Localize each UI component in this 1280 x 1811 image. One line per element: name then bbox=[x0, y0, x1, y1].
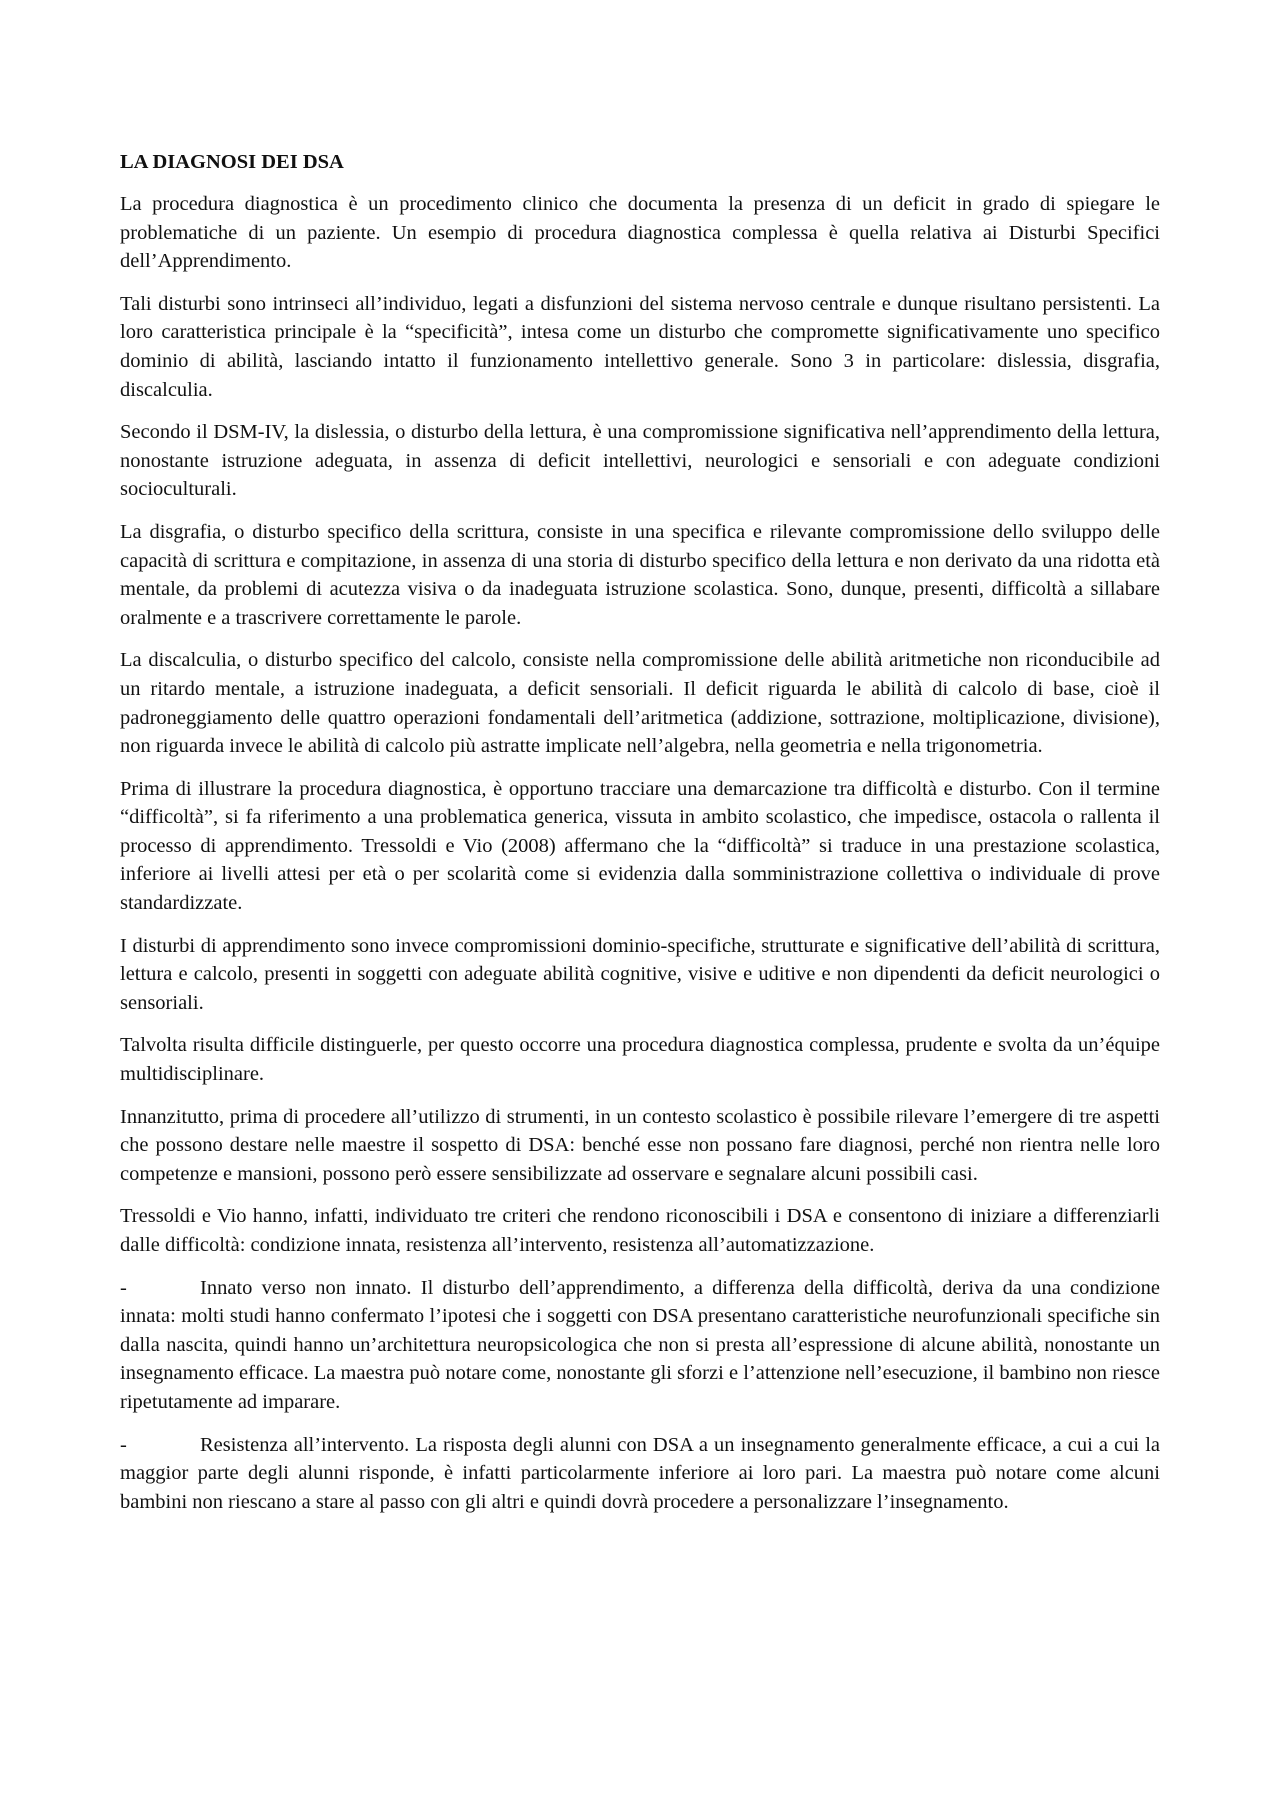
bullet-marker: - bbox=[120, 1276, 127, 1299]
bullet-item-2 bbox=[120, 1431, 1160, 1517]
paragraph-10: Tressoldi e Vio hanno, infatti, individuato tre criteri che rendono riconoscibili i DSA e consentono di iniziare a differenziarli dalle difficoltà: condizione innata, resistenza all’intervento, resistenza all’automatizzazione. bbox=[120, 1205, 1160, 1256]
paragraph-9: Innanzitutto, prima di procedere all’utilizzo di strumenti, in un contesto scolastico è possibile rilevare l’emergere di tre aspetti che possono destare nelle maestre il sospetto di DSA: benché esse non possano fare diagnosi, perché non rientra nelle loro competenze e mansioni, possono però essere sensibilizzate ad osservare e segnalare alcuni possibili casi. bbox=[120, 1105, 1160, 1185]
bullet-marker: - bbox=[120, 1433, 127, 1456]
bullet-item-1 bbox=[120, 1274, 1160, 1417]
document-title: LA DIAGNOSI DEI DSA bbox=[120, 151, 344, 173]
document-body bbox=[120, 148, 1160, 1530]
paragraph-4: La disgrafia, o disturbo specifico della scrittura, consiste in una specifica e rilevante compromissione dello sviluppo delle capacità di scrittura e compitazione, in assenza di una storia di disturbo specifico della lettura e non derivato da una ridotta età mentale, da problemi di acutezza visiva o da inadeguata istruzione scolastica. Sono, dunque, presenti, difficoltà a sillabare oralmente e a trascrivere correttamente le parole. bbox=[120, 520, 1160, 629]
bullet-text: Innato verso non innato. Il disturbo dell’apprendimento, a differenza della difficoltà, deriva da una condizione innata: molti studi hanno confermato l’ipotesi che i soggetti con DSA presentano caratteristiche neurofunzionali specifiche sin dalla nascita, quindi hanno un’architettura neuropsicologica che non si presta all’espressione di alcune abilità, nonostante un insegnamento efficace. La maestra può notare come, nonostante gli sforzi e l’attenzione nell’esecuzione, il bambino non riesce ripetutamente ad imparare. bbox=[120, 1276, 1160, 1413]
paragraph-2: Tali disturbi sono intrinseci all’individuo, legati a disfunzioni del sistema nervoso centrale e dunque risultano persistenti. La loro caratteristica principale è la “specificità”, intesa come un disturbo che compromette significativamente uno specifico dominio di abilità, lasciando intatto il funzionamento intellettivo generale. Sono 3 in particolare: dislessia, disgrafia, discalculia. bbox=[120, 292, 1160, 401]
paragraph-5: La discalculia, o disturbo specifico del calcolo, consiste nella compromissione delle abilità aritmetiche non riconducibile ad un ritardo mentale, a istruzione inadeguata, a deficit sensoriali. Il deficit riguarda le abilità di calcolo di base, cioè il padroneggiamento delle quattro operazioni fondamentali dell’aritmetica (addizione, sottrazione, moltiplicazione, divisione), non riguarda invece le abilità di calcolo più astratte implicate nell’algebra, nella geometria e nella trigonometria. bbox=[120, 649, 1160, 758]
paragraph-8: Talvolta risulta difficile distinguerle, per questo occorre una procedura diagnostica complessa, prudente e svolta da un’équipe multidisciplinare. bbox=[120, 1034, 1160, 1086]
bullet-text: Resistenza all’intervento. La risposta degli alunni con DSA a un insegnamento generalmente efficace, a cui a cui la maggior parte degli alunni risponde, è infatti particolarmente inferiore ai loro pari. La maestra può notare come alcuni bambini non riescano a stare al passo con gli altri e quindi dovrà procedere a personalizzare l’insegnamento. bbox=[120, 1433, 1160, 1513]
paragraph-7: I disturbi di apprendimento sono invece compromissioni dominio-specifiche, strutturate e significative dell’abilità di scrittura, lettura e calcolo, presenti in soggetti con adeguate abilità cognitive, visive e uditive e non dipendenti da deficit neurologici o sensoriali. bbox=[120, 934, 1160, 1014]
paragraph-1: La procedura diagnostica è un procedimento clinico che documenta la presenza di un deficit in grado di spiegare le problematiche di un paziente. Un esempio di procedura diagnostica complessa è quella relativa ai Disturbi Specifici dell’Apprendimento. bbox=[120, 193, 1160, 273]
paragraph-6: Prima di illustrare la procedura diagnostica, è opportuno tracciare una demarcazione tra difficoltà e disturbo. Con il termine “difficoltà”, si fa riferimento a una problematica generica, vissuta in ambito scolastico, che impedisce, ostacola o rallenta il processo di apprendimento. Tressoldi e Vio (2008) affermano che la “difficoltà” si traduce in una prestazione scolastica, inferiore ai livelli attesi per età o per scolarità come si evidenzia dalla somministrazione collettiva o individuale di prove standardizzate. bbox=[120, 777, 1160, 915]
paragraph-3: Secondo il DSM-IV, la dislessia, o disturbo della lettura, è una compromissione significativa nell’apprendimento della lettura, nonostante istruzione adeguata, in assenza di deficit intellettivi, neurologici e sensoriali e con adeguate condizioni socioculturali. bbox=[120, 421, 1160, 501]
